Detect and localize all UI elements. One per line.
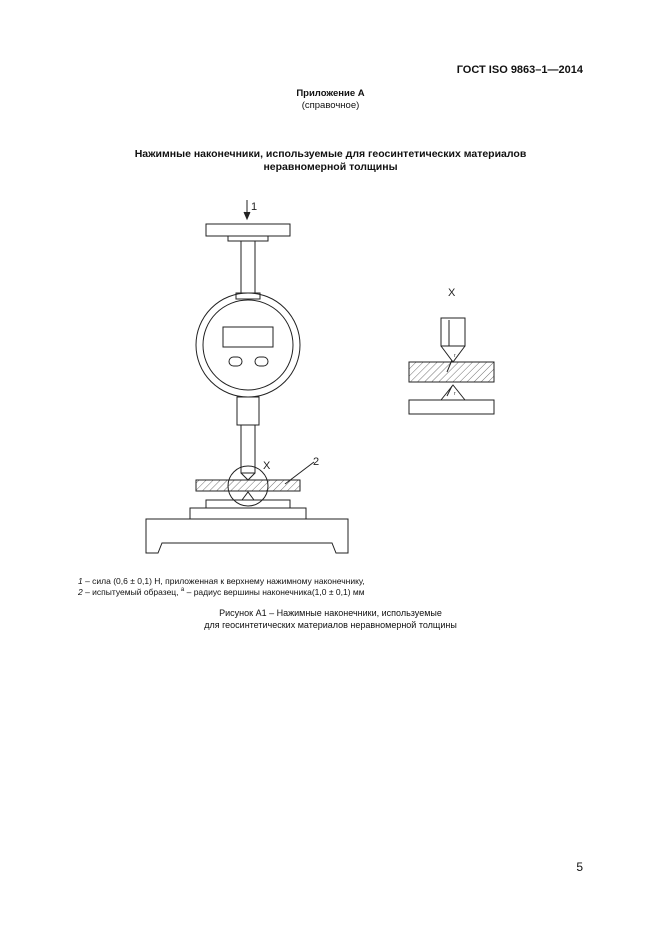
standard-designation: ГОСТ ISO 9863–1—2014 <box>456 64 583 76</box>
figure-caption-line1: Рисунок А1 – Нажимные наконечники, используемые <box>219 608 442 618</box>
gauge-rod <box>241 241 255 293</box>
specimen-label: 2 <box>313 456 320 468</box>
specimen <box>196 480 300 491</box>
page-number: 5 <box>576 860 583 874</box>
base <box>146 500 348 553</box>
upper-indenter <box>241 425 255 480</box>
legend-text: – сила (0,6 ± 0,1) Н, приложенная к верхнему нажимному наконечнику, <box>82 576 365 586</box>
section-title-line1: Нажимные наконечники, используемые для геосинтетических материалов <box>134 148 527 160</box>
legend-item-2 <box>78 587 365 597</box>
appendix-note: (справочное) <box>301 100 360 111</box>
footnote-marker: a <box>180 587 185 594</box>
legend-text: – радиус вершины наконечника(1,0 ± 0,1) мм <box>184 587 365 597</box>
appendix-title: Приложение А <box>296 88 365 99</box>
detail-view-label: X <box>448 287 456 299</box>
legend-num: 1 <box>78 576 83 586</box>
radius-label-lower: r <box>454 391 456 397</box>
lower-indenter <box>242 492 254 500</box>
radius-label-upper: r <box>454 353 456 359</box>
dial-gauge <box>196 293 300 425</box>
force-label: 1 <box>251 201 258 213</box>
section-title-line2: неравномерной толщины <box>263 161 398 173</box>
legend-text: – испытуемый образец, <box>82 587 181 597</box>
detail-view <box>409 318 494 414</box>
force-arrow <box>244 200 250 219</box>
legend-item-1 <box>78 576 365 586</box>
legend-num: 2 <box>78 587 83 597</box>
top-plate <box>206 224 290 236</box>
figure-caption-line2: для геосинтетических материалов неравномерной толщины <box>204 620 457 630</box>
detail-marker-label: X <box>263 460 271 472</box>
